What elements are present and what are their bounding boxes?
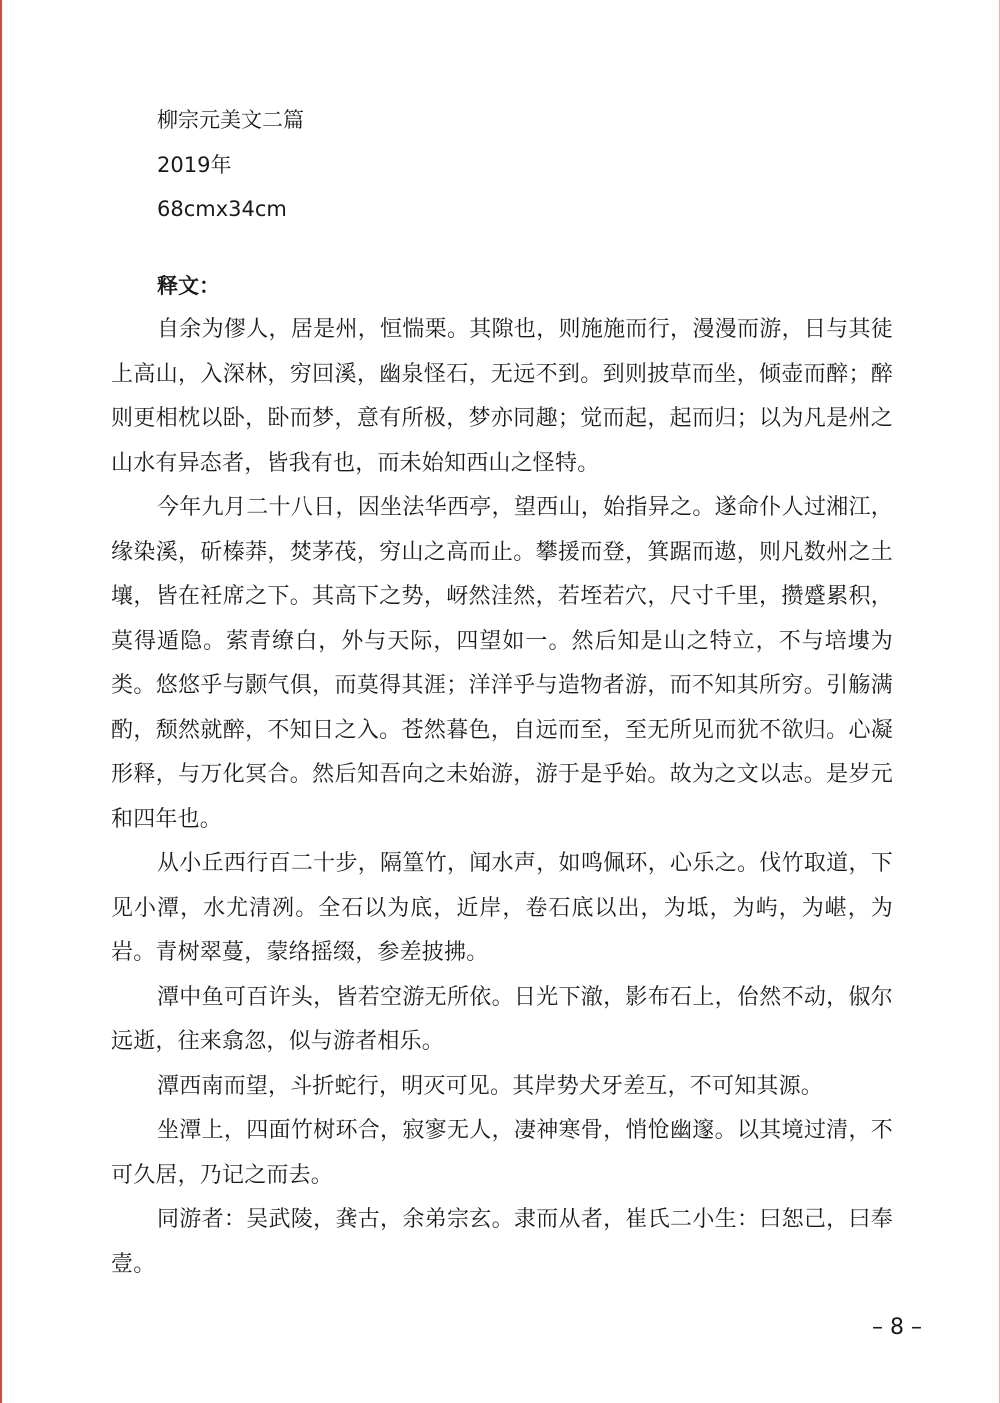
document-body bbox=[111, 98, 893, 1287]
transcription-paragraph-7: 同游者：吴武陵，龚古，余弟宗玄。隶而从者，崔氏二小生：曰恕己，曰奉壹。 bbox=[111, 1207, 893, 1277]
transcription-paragraph-5: 潭西南而望，斗折蛇行，明灭可见。其岸势犬牙差互，不可知其源。 bbox=[157, 1073, 824, 1099]
transcription-paragraph-1: 自余为僇人，居是州，恒惴栗。其隙也，则施施而行，漫漫而游，日与其徒上高山，入深林，穷回溪，幽泉怪石，无远不到。到则披草而坐，倾壶而醉；醉则更相枕以卧，卧而梦，意有所极，梦亦同趣；觉而起，起而归；以为凡是州之山水有异态者，皆我有也，而未始知西山之怪特。 bbox=[111, 317, 893, 476]
page-number: – 8 – bbox=[872, 1315, 922, 1340]
transcription-paragraph-6: 坐潭上，四面竹树环合，寂寥无人，凄神寒骨，悄怆幽邃。以其境过清，不可久居，乃记之而去。 bbox=[111, 1118, 893, 1188]
transcription-heading: 释文： bbox=[157, 273, 220, 298]
work-title: 柳宗元美文二篇 bbox=[157, 108, 304, 132]
transcription-paragraph-4: 潭中鱼可百许头，皆若空游无所依。日光下澈，影布石上，佁然不动，俶尔远逝，往来翕忽，似与游者相乐。 bbox=[111, 984, 893, 1054]
work-size: 68cmx34cm bbox=[157, 197, 287, 221]
transcription-paragraph-3: 从小丘西行百二十步，隔篁竹，闻水声，如鸣佩环，心乐之。伐竹取道，下见小潭，水尤清冽。全石以为底，近岸，卷石底以出，为坻，为屿，为嵁，为岩。青树翠蔓，蒙络摇缀，参差披拂。 bbox=[111, 851, 893, 965]
page-left-border bbox=[0, 0, 2, 1403]
transcription-paragraph-2: 今年九月二十八日，因坐法华西亭，望西山，始指异之。遂命仆人过湘江，缘染溪，斫榛莽，焚茅茷，穷山之高而止。攀援而登，箕踞而遨，则凡数州之土壤，皆在衽席之下。其高下之势，岈然洼然，若垤若穴，尺寸千里，攒蹙累积，莫得遁隐。萦青缭白，外与天际，四望如一。然后知是山之特立，不与培塿为类。悠悠乎与颢气俱，而莫得其涯；洋洋乎与造物者游，而不知其所穷。引觞满酌，颓然就醉，不知日之入。苍然暮色，自远而至，至无所见而犹不欲归。心凝形释，与万化冥合。然后知吾向之未始游，游于是乎始。故为之文以志。是岁元和四年也。 bbox=[111, 495, 893, 832]
work-year: 2019年 bbox=[157, 152, 232, 177]
